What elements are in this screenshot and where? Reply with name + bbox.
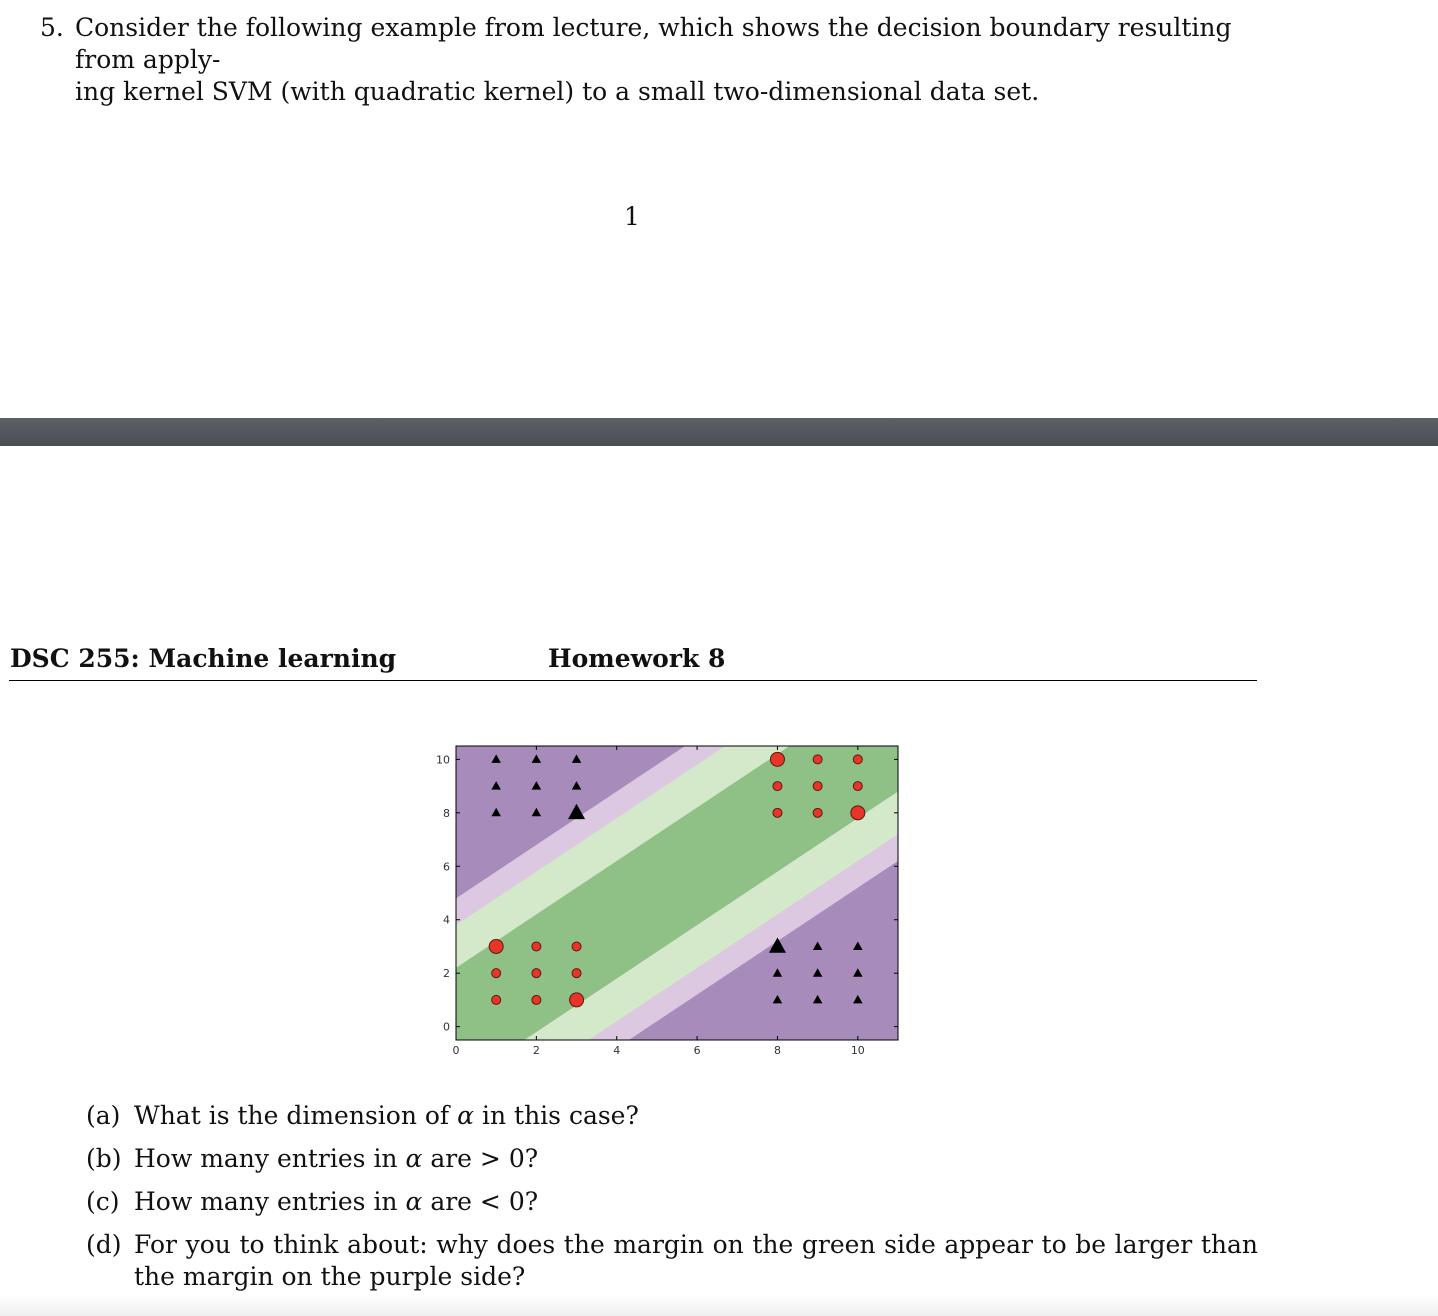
y-tick-label: 4 bbox=[443, 913, 450, 927]
part-text: What is the dimension of bbox=[134, 1101, 458, 1130]
part-text: For you to think about: why does the margin on the green side appear to be larger than the margin on the purple side? bbox=[134, 1230, 1258, 1291]
course-title: DSC 255: Machine learning bbox=[10, 644, 397, 673]
alpha-symbol: α bbox=[457, 1101, 475, 1130]
question-number: 5. bbox=[40, 13, 64, 42]
part-label: (c) bbox=[86, 1187, 120, 1216]
circle-point bbox=[853, 755, 862, 764]
circle-point bbox=[492, 969, 501, 978]
alpha-symbol: α bbox=[405, 1187, 423, 1216]
circle-point bbox=[492, 995, 501, 1004]
part-text-end: are < 0? bbox=[422, 1187, 539, 1216]
part-label: (a) bbox=[86, 1101, 121, 1130]
part-label: (b) bbox=[86, 1144, 122, 1173]
y-tick-label: 10 bbox=[436, 753, 450, 767]
alpha-symbol: α bbox=[405, 1144, 423, 1173]
x-tick-label: 2 bbox=[532, 1044, 540, 1057]
support-vector-circle bbox=[770, 752, 784, 766]
question-line-1: Consider the following example from lecture, which shows the decision boundary resulting from apply- bbox=[75, 13, 1232, 74]
question-text bbox=[75, 12, 1260, 108]
part-label: (d) bbox=[86, 1230, 122, 1259]
part-b bbox=[86, 1143, 1258, 1175]
circle-point bbox=[532, 969, 541, 978]
page-divider bbox=[0, 418, 1438, 446]
part-text: How many entries in bbox=[134, 1144, 406, 1173]
x-tick-label: 8 bbox=[773, 1044, 781, 1057]
circle-point bbox=[773, 782, 782, 791]
x-tick-label: 4 bbox=[613, 1044, 621, 1057]
svm-decision-boundary-chart bbox=[410, 735, 910, 1065]
question-line-2: ing kernel SVM (with quadratic kernel) to a small two-dimensional data set. bbox=[75, 77, 1040, 106]
part-c bbox=[86, 1186, 1258, 1218]
question-5 bbox=[40, 12, 1260, 108]
bottom-edge bbox=[0, 1294, 1438, 1316]
circle-point bbox=[572, 969, 581, 978]
circle-point bbox=[813, 808, 822, 817]
question-parts bbox=[86, 1100, 1258, 1304]
y-tick-label: 0 bbox=[443, 1020, 450, 1034]
y-tick-label: 8 bbox=[443, 806, 450, 820]
assignment-title: Homework 8 bbox=[548, 644, 726, 673]
y-tick-label: 6 bbox=[443, 860, 450, 874]
circle-point bbox=[813, 782, 822, 791]
x-tick-label: 10 bbox=[850, 1044, 865, 1057]
decision-regions bbox=[410, 735, 910, 1065]
part-d bbox=[86, 1229, 1258, 1293]
page-number: 1 bbox=[624, 202, 640, 231]
part-text: How many entries in bbox=[134, 1187, 406, 1216]
circle-point bbox=[773, 808, 782, 817]
x-tick-label: 6 bbox=[693, 1044, 701, 1057]
support-vector-circle bbox=[489, 939, 503, 953]
support-vector-circle bbox=[570, 993, 584, 1007]
circle-point bbox=[853, 782, 862, 791]
circle-point bbox=[532, 942, 541, 951]
part-text-end: in this case? bbox=[474, 1101, 639, 1130]
circle-point bbox=[572, 942, 581, 951]
circle-point bbox=[532, 995, 541, 1004]
part-a bbox=[86, 1100, 1258, 1132]
x-tick-label: 0 bbox=[452, 1044, 460, 1057]
support-vector-circle bbox=[851, 806, 865, 820]
header-rule bbox=[9, 680, 1257, 681]
part-text-end: are > 0? bbox=[422, 1144, 539, 1173]
circle-point bbox=[813, 755, 822, 764]
y-tick-label: 2 bbox=[443, 967, 450, 981]
